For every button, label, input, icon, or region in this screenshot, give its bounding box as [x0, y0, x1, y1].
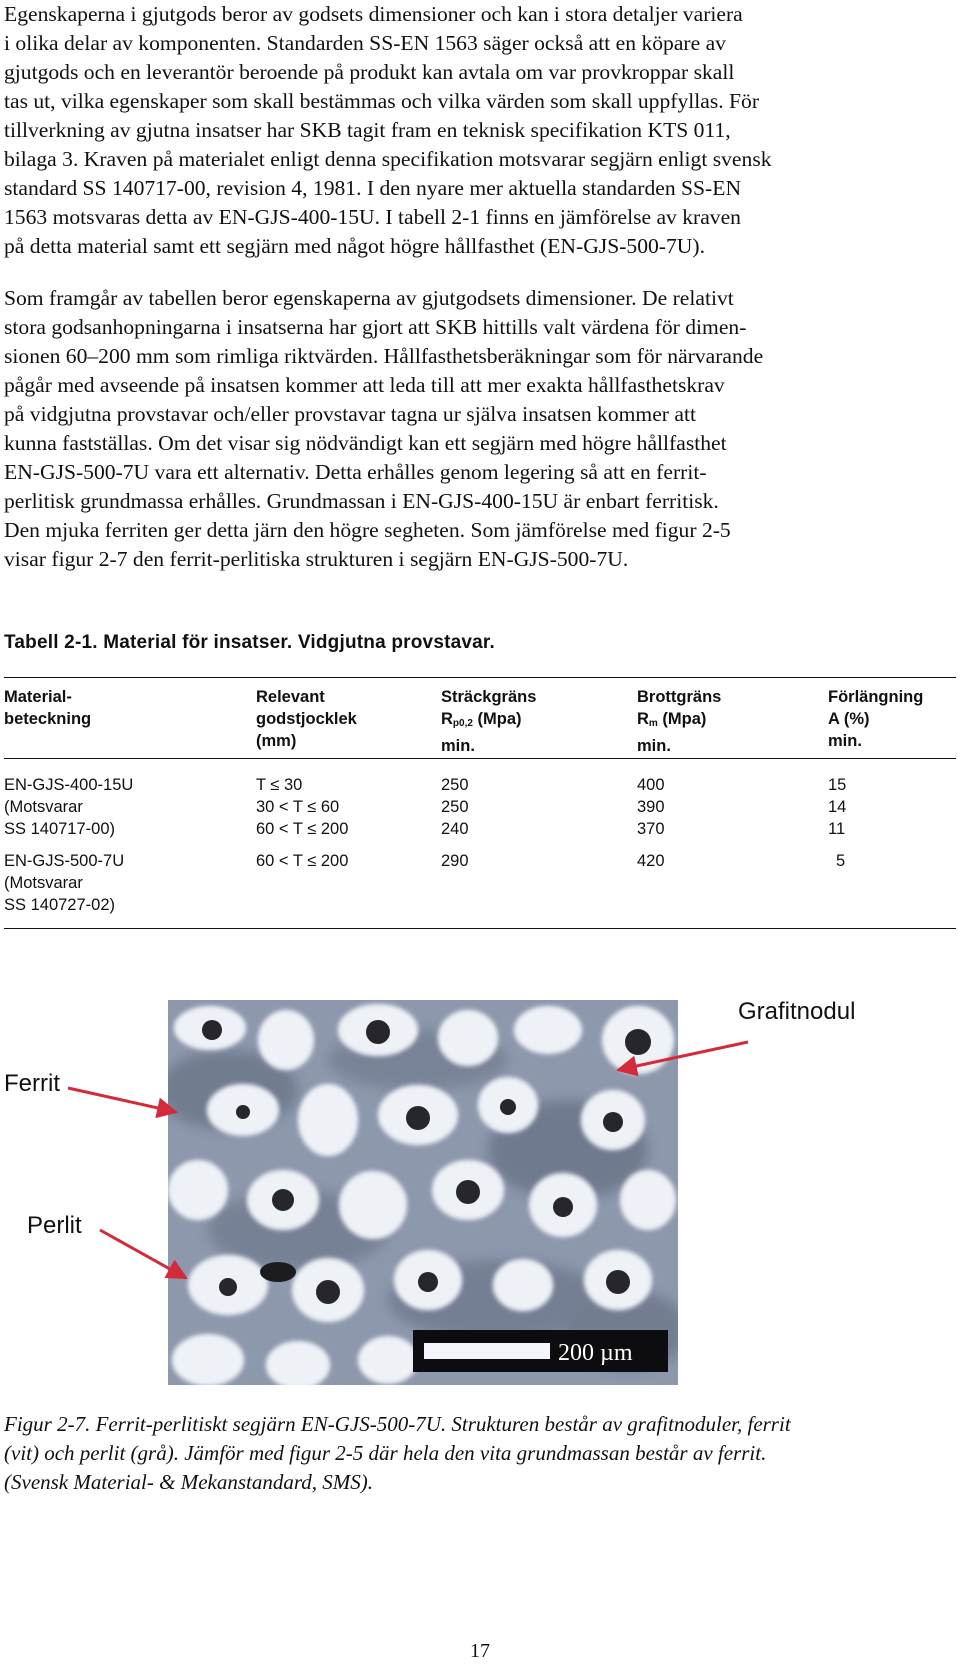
header-line: beteckning: [4, 710, 92, 728]
text-line: 1563 motsvaras detta av EN-GJS-400-15U. I tabell 2-1 finns en jämförelse av kraven: [4, 205, 741, 229]
caption-line: Figur 2-7. Ferrit-perlitiskt segjärn EN-GJS-500-7U. Strukturen består av grafitnoduler, ferrit: [4, 1412, 791, 1436]
header-line: [637, 708, 721, 735]
header-line: (mm): [256, 732, 297, 750]
text-line: EN-GJS-500-7U vara ett alternativ. Detta erhålles genom legering så att en ferrit-: [4, 460, 707, 484]
table-bottom-rule: [4, 928, 956, 929]
cell-line: 15: [828, 776, 847, 794]
caption-line: (Svensk Material- & Mekanstandard, SMS).: [4, 1470, 373, 1494]
text-line: Egenskaperna i gjutgods beror av godsets dimensioner och kan i stora detaljer variera: [4, 2, 743, 26]
cell-line: 60 < T ≤ 200: [256, 820, 349, 838]
arrow-ferrit: [68, 1088, 176, 1112]
cell-line: SS 140717-00): [4, 820, 115, 838]
table-cell-thickness: [256, 774, 348, 840]
cell-line: 400: [637, 776, 665, 794]
text-line: pågår med avseende på insatsen kommer att leda till att mer exakta hållfasthetskrav: [4, 373, 725, 397]
header-elongation: [828, 686, 923, 752]
figure-caption: [4, 1410, 944, 1497]
body-paragraph-2: [4, 284, 944, 574]
text-line: visar figur 2-7 den ferrit-perlitiska strukturen i segjärn EN-GJS-500-7U.: [4, 547, 629, 571]
cell-line: 250: [441, 776, 469, 794]
label-grafitnodul: Grafitnodul: [738, 998, 856, 1025]
cell-line: EN-GJS-500-7U: [4, 852, 125, 870]
header-tensile-strength: [637, 686, 721, 757]
caption-line: (vit) och perlit (grå). Jämför med figur 2-5 där hela den vita grundmassan består av ferrit.: [4, 1441, 767, 1465]
text-line: kunna fastställas. Om det visar sig nödvändigt kan ett segjärn med högre hållfasthet: [4, 431, 727, 455]
header-line: min.: [637, 737, 671, 755]
micrograph-image: [168, 1000, 678, 1385]
header-thickness: [256, 686, 357, 752]
label-ferrit: Ferrit: [4, 1070, 60, 1097]
text-line: Den mjuka ferriten ger detta järn den högre segheten. Som jämförelse med figur 2-5: [4, 518, 731, 542]
subscript: p0,2: [452, 718, 473, 729]
cell-line: 390: [637, 798, 665, 816]
cell-line: 370: [637, 820, 665, 838]
table-cell-thickness: 60 < T ≤ 200: [256, 852, 349, 870]
header-line: A (%): [828, 710, 870, 728]
unit: (Mpa): [472, 710, 522, 728]
page-number: 17: [470, 1640, 490, 1662]
table-cell-material: [4, 850, 124, 916]
cell-line: 250: [441, 798, 469, 816]
cell-line: (Motsvarar: [4, 798, 83, 816]
unit: (Mpa): [657, 710, 707, 728]
table-cell-rp: 290: [441, 852, 469, 870]
table-cell-elongation: [828, 774, 846, 840]
table-cell-material: [4, 774, 133, 840]
text-line: stora godsanhopningarna i insatserna har gjort att SKB hittills valt värdena för dimen-: [4, 315, 747, 339]
header-yield-strength: [441, 686, 536, 757]
cell-line: 14: [828, 798, 847, 816]
header-line: min.: [441, 737, 475, 755]
cell-line: 11: [828, 820, 846, 838]
text-line: Som framgår av tabellen beror egenskaperna av gjutgodsets dimensioner. De relativt: [4, 286, 734, 310]
header-material: [4, 686, 91, 730]
header-line: min.: [828, 732, 862, 750]
table-cell-rm: 420: [637, 852, 665, 870]
label-perlit: Perlit: [27, 1212, 82, 1239]
text-line: på detta material samt ett segjärn med något högre hållfasthet (EN-GJS-500-7U).: [4, 234, 705, 258]
cell-line: (Motsvarar: [4, 874, 83, 892]
header-line: Brottgräns: [637, 688, 722, 706]
scale-bar-label: 200 µm: [558, 1340, 633, 1366]
cell-line: 240: [441, 820, 469, 838]
header-line: [441, 708, 536, 735]
text-line: standard SS 140717-00, revision 4, 1981. I den nyare mer aktuella standarden SS-EN: [4, 176, 742, 200]
table-cell-rp: [441, 774, 469, 840]
header-line: Förlängning: [828, 688, 924, 706]
text-line: tillverkning av gjutna insatser har SKB tagit fram en teknisk specifikation KTS 011,: [4, 118, 731, 142]
cell-line: 30 < T ≤ 60: [256, 798, 340, 816]
header-line: Sträckgräns: [441, 688, 537, 706]
text-line: tas ut, vilka egenskaper som skall bestämmas och vilka värden som skall uppfyllas. För: [4, 89, 760, 113]
symbol: R: [637, 710, 649, 728]
cell-line: T ≤ 30: [256, 776, 303, 794]
text-line: i olika delar av komponenten. Standarden SS-EN 1563 säger också att en köpare av: [4, 31, 726, 55]
table-top-rule: [4, 677, 956, 678]
text-line: bilaga 3. Kraven på materialet enligt denna specifikation motsvarar segjärn enligt svensk: [4, 147, 772, 171]
text-line: gjutgods och en leverantör beroende på produkt kan avtala om var provkroppar skall: [4, 60, 735, 84]
table-title: Tabell 2-1. Material för insatser. Vidgjutna provstavar.: [4, 632, 495, 653]
cell-line: SS 140727-02): [4, 896, 115, 914]
table-cell-elongation: 5: [836, 852, 846, 870]
header-line: Relevant: [256, 688, 325, 706]
header-line: Material-: [4, 688, 72, 706]
body-paragraph-1: [4, 0, 944, 261]
cell-line: EN-GJS-400-15U: [4, 776, 134, 794]
symbol: R: [441, 710, 453, 728]
subscript: m: [648, 718, 658, 729]
table-header-rule: [4, 758, 956, 759]
table-cell-rm: [637, 774, 665, 840]
text-line: på vidgjutna provstavar och/eller provstavar tagna ur själva insatsen kommer att: [4, 402, 696, 426]
text-line: sionen 60–200 mm som rimliga riktvärden. Hållfasthetsberäkningar som för närvarande: [4, 344, 764, 368]
header-line: godstjocklek: [256, 710, 357, 728]
text-line: perlitisk grundmassa erhålles. Grundmassan i EN-GJS-400-15U är enbart ferritisk.: [4, 489, 719, 513]
